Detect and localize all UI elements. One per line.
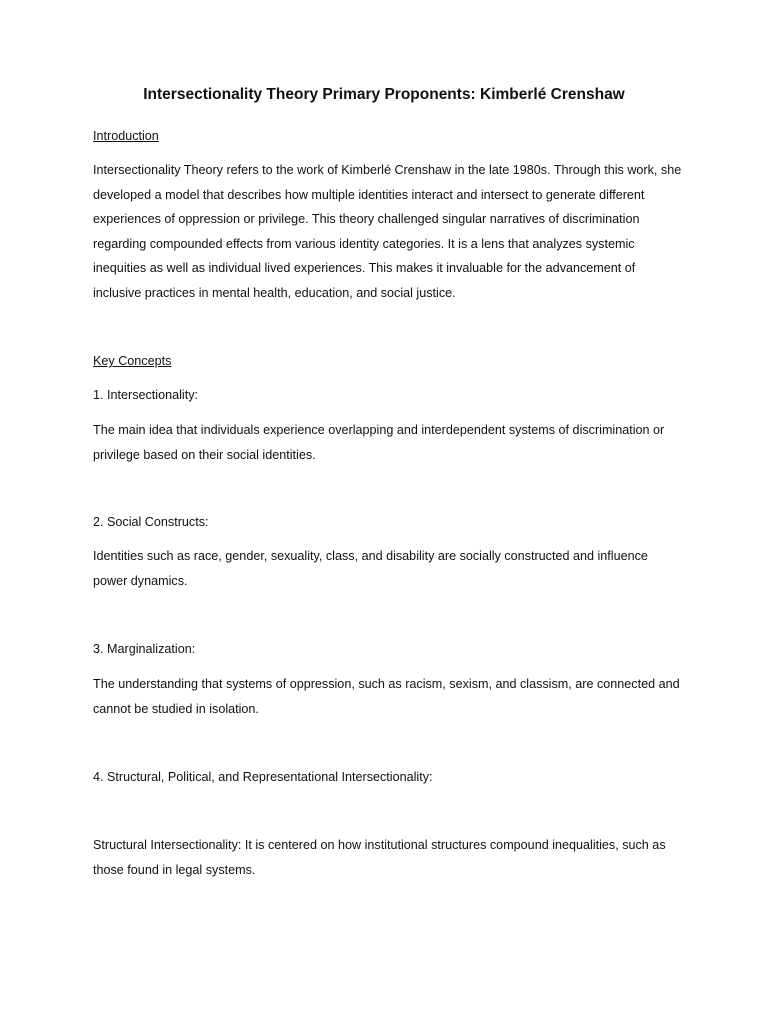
concept-1-text: The main idea that individuals experience overlapping and interdependent systems of discrimination or privilege based on their social identities.	[93, 423, 665, 462]
structural-intersectionality-text: Structural Intersectionality: It is centered on how institutional structures compound inequalities, such as those found in legal systems.	[93, 838, 666, 877]
introduction-heading: Introduction	[93, 129, 159, 143]
introduction-paragraph: Intersectionality Theory refers to the work of Kimberlé Crenshaw in the late 1980s. Through this work, she developed a model that describes how multiple identities interact and intersect to generate different experiences of oppression or privilege. This theory challenged singular narratives of discrimination regarding compounded effects from various identity categories. It is a lens that analyzes systemic inequities as well as individual lived experiences. This makes it invaluable for the advancement of inclusive practices in mental health, education, and social justice.	[93, 163, 682, 300]
concept-3-text: The understanding that systems of oppression, such as racism, sexism, and classism, are connected and cannot be studied in isolation.	[93, 677, 680, 716]
concept-1-heading: 1. Intersectionality:	[93, 388, 198, 402]
key-concepts-heading: Key Concepts	[93, 354, 172, 368]
concept-2-text: Identities such as race, gender, sexuality, class, and disability are socially constructed and influence power dynamics.	[93, 549, 648, 588]
concept-2-heading: 2. Social Constructs:	[93, 515, 209, 529]
document-title: Intersectionality Theory Primary Proponents: Kimberlé Crenshaw	[143, 86, 625, 103]
concept-4-heading: 4. Structural, Political, and Representational Intersectionality:	[93, 770, 433, 784]
concept-3-heading: 3. Marginalization:	[93, 642, 196, 656]
